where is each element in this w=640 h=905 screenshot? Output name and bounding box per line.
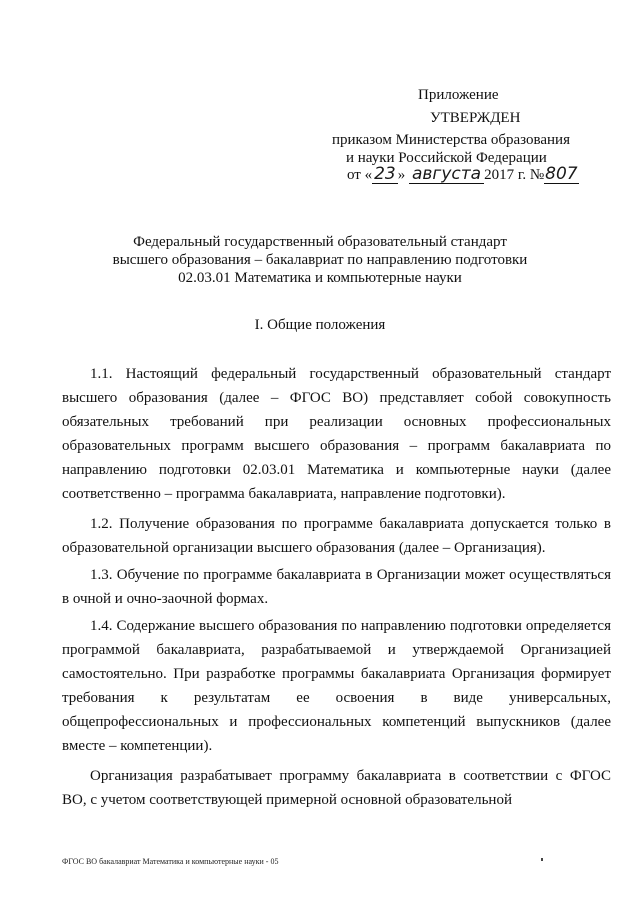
scan-speck <box>541 858 543 861</box>
order-issuer-line2: и науки Российской Федерации <box>346 150 547 166</box>
order-quote-close: » <box>397 167 406 183</box>
page-footer: ФГОС ВО бакалавриат Математика и компьютерные науки - 05 <box>62 857 279 866</box>
order-day-handwritten: 23 <box>374 164 396 184</box>
paragraph-1-3: 1.3. Обучение по программе бакалавриата в Организации может осуществляться в очной и очно-заочной формах. <box>62 567 611 607</box>
order-issuer-line1: приказом Министерства образования <box>332 132 570 148</box>
document-body <box>62 362 611 815</box>
order-year: 2017 г. № <box>484 167 545 183</box>
paragraph-organization: Организация разрабатывает программу бакалавриата в соответствии с ФГОС ВО, с учетом соответствующей примерной основной образовательной <box>62 768 611 808</box>
approved-stamp-text: УТВЕРЖДЕН <box>430 110 521 126</box>
section-heading: I. Общие положения <box>254 317 386 333</box>
order-number-handwritten: 807 <box>545 164 578 184</box>
order-prefix: от « <box>347 167 373 183</box>
standard-title-line3: 02.03.01 Математика и компьютерные науки <box>178 270 462 286</box>
appendix-label: Приложение <box>418 87 499 103</box>
standard-title-line1: Федеральный государственный образовательный стандарт <box>133 234 507 250</box>
paragraph-1-1: 1.1. Настоящий федеральный государственный образовательный стандарт высшего образования (далее – ФГОС ВО) представляет собой совокупность обязательных требований при реализации основных профессиональных образовательных программ высшего образования – программ бакалавриата по направлению подготовки 02.03.01 Математика и компьютерные науки (далее соответственно – программа бакалавриата, направление подготовки). <box>62 366 611 502</box>
standard-title-line2: высшего образования – бакалавриат по направлению подготовки <box>112 252 528 268</box>
paragraph-1-2: 1.2. Получение образования по программе бакалавриата допускается только в образовательной организации высшего образования (далее – Организация). <box>62 516 611 556</box>
order-month-handwritten: августа <box>409 165 484 184</box>
paragraph-1-4: 1.4. Содержание высшего образования по направлению подготовки определяется программой бакалавриата, разрабатываемой и утверждаемой Организацией самостоятельно. При разработке программы бакалавриата Организация формирует требования к результатам ее освоения в виде универсальных, общепрофессиональных и профессиональных компетенций выпускников (далее вместе – компетенции). <box>62 618 611 754</box>
order-date-number-line <box>347 165 579 185</box>
